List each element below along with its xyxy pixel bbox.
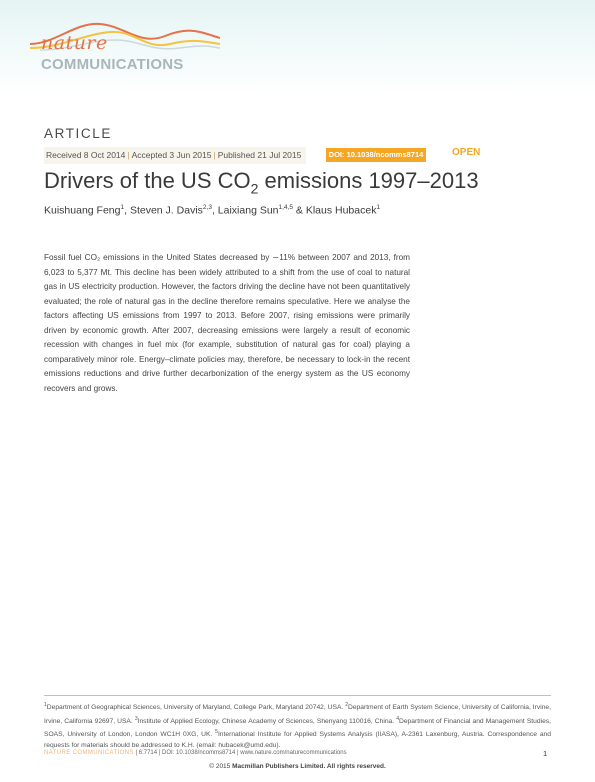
footer-citation	[44, 750, 347, 756]
copyright: © 2015 Macmillan Publishers Limited. All rights reserved.	[209, 763, 386, 770]
journal-logo-nature: nature	[41, 32, 108, 54]
doi-badge[interactable]: DOI: 10.1038/ncomms8714	[326, 148, 426, 162]
footer-citation-text[interactable]: | 6:7714 | DOI: 10.1038/ncomms8714 | www.nature.com/naturecommunications	[135, 750, 347, 756]
affiliations: $^1$Department of Geographical Sciences, University of Maryland, College Park, Maryland 20742, USA. $^2$Department of Earth System Science, University of California, Irvine, Irvine, California 92697, USA. $^3$Institute of Applied Ecology, Chinese Academy of Sciences, Shenyang 110016, China. $^4$Department of Financial and Management Studies, SOAS, University of London, London WC1H 0XG, UK. $^5$International Institute for Applied Systems Analysis (IIASA), A-2361 Laxenburg, Austria. Correspondence and requests for materials should be addressed to K.H. (email: hubacek@umd.edu).	[44, 702, 551, 750]
accepted-date: Accepted 3 Jun 2015	[131, 150, 212, 160]
page-number: 1	[543, 749, 548, 758]
author-list: Kuishuang Feng$^1$, Steven J. Davis$^{2,3}$, Laixiang Sun$^{1,4,5}$ & Klaus Hubacek$^1$	[44, 204, 381, 217]
author-name[interactable]: Kuishuang Feng	[44, 204, 121, 217]
author-name[interactable]: Klaus Hubacek	[305, 204, 377, 217]
author-name[interactable]: Steven J. Davis	[129, 204, 203, 217]
published-date: Published 21 Jul 2015	[217, 150, 302, 160]
article-title: Drivers of the US $CO_2$ emissions 1997–2013	[44, 168, 479, 197]
journal-logo-communications: COMMUNICATIONS	[41, 56, 184, 73]
received-date: Received 8 Oct 2014	[46, 150, 126, 160]
open-access-label: OPEN	[452, 147, 481, 158]
abstract: Fossil fuel CO₂ emissions in the United States decreased by ∼11% between 2007 and 2013, from 6,023 to 5,377 Mt. This decline has been widely attributed to a shift from the use of coal to natural gas in US electricity production. However, the factors driving the decline have not been quantitatively evaluated; the role of natural gas in the decline therefore remains speculative. Here we analyse the factors affecting US emissions from 1997 to 2013. Before 2007, rising emissions were primarily driven by economic growth. After 2007, decreasing emissions were largely a result of economic recession with changes in fuel mix (for example, substitution of natural gas for coal) playing a comparatively minor role. Energy–climate policies may, therefore, be necessary to lock-in the recent emissions reductions and drive further decarbonization of the energy system as the US economy recovers and grows.	[44, 253, 410, 393]
article-type-label: ARTICLE	[44, 126, 112, 141]
footer-brand: NATURE COMMUNICATIONS	[44, 750, 134, 756]
footnote-divider	[44, 695, 551, 696]
author-name[interactable]: Laixiang Sun	[217, 204, 279, 217]
publication-dates: Received 8 Oct 2014 | Accepted 3 Jun 2015 | Published 21 Jul 2015	[44, 147, 306, 164]
